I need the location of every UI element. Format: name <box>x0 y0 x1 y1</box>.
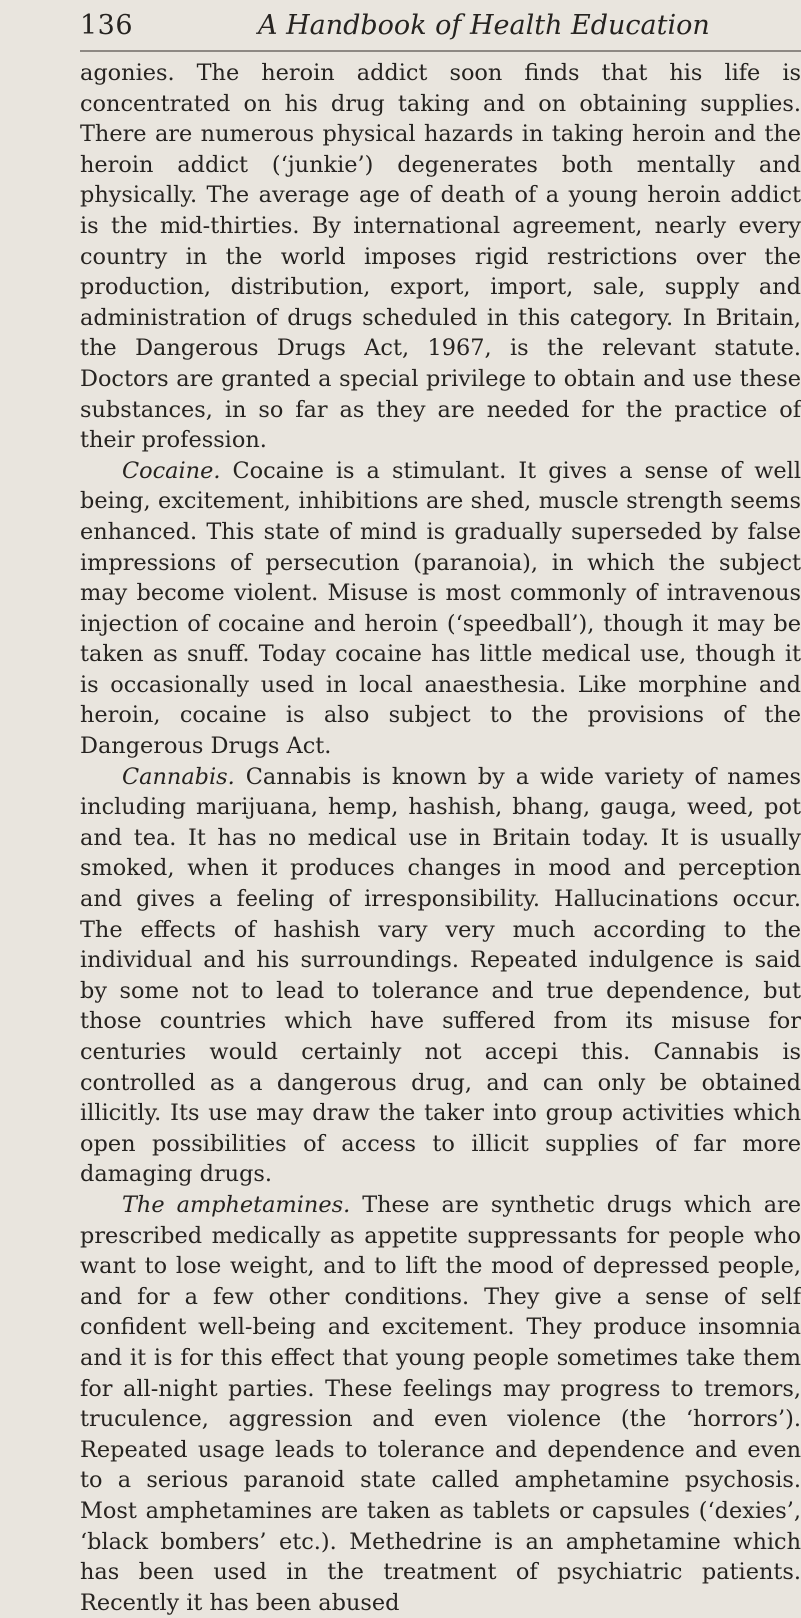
paragraph-text: These are synthetic drugs which are prescribed medically as appetite suppressants for people who want to lose weight, and to lift the mood of depressed people, and for a few other conditions. They give a sense of self confident well-being and excitement. They produce insomnia and it is for this effect that young people sometimes take them for all-night parties. These feelings may progress to tremors, truculence, aggression and even violence (the ‘horrors’). Repeated usage leads to tolerance and dependence and even to a serious paranoid state called amphetamine psychosis. Most amphetamines are taken as tablets or capsules (‘dexies’, ‘black bombers’ etc.). Methedrine is an amphetamine which has been used in the treatment of psychiatric patients. Recently it has been abused <box>80 1191 801 1616</box>
paragraph-cannabis <box>80 762 801 1190</box>
paragraph-heroin <box>80 58 801 456</box>
body-text <box>80 58 801 1618</box>
page-number: 136 <box>80 10 134 41</box>
page-header <box>80 6 801 58</box>
paragraph-heading: Cannabis. <box>122 763 235 790</box>
paragraph-text: Cocaine is a stimulant. It gives a sense of well being, excitement, inhibitions are shed, muscle strength seems enhanced. This state of mind is gradually superseded by false impressions of persecution (paranoia), in which the subject may become violent. Misuse is most commonly of intravenous injection of cocaine and heroin (‘speedball’), though it may be taken as snuff. Today cocaine has little medical use, though it is occasionally used in local anaesthesia. Like morphine and heroin, cocaine is also subject to the provisions of the Dangerous Drugs Act. <box>80 457 801 760</box>
paragraph-heading: The amphetamines. <box>122 1191 351 1218</box>
paragraph-heading: Cocaine. <box>122 457 221 484</box>
paragraph-text: Cannabis is known by a wide variety of names including marijuana, hemp, hashish, bhang, gauga, weed, pot and tea. It has no medical use in Britain today. It is usually smoked, when it produces changes in mood and perception and gives a feeling of irresponsibility. Hallucinations occur. The effects of hashish vary very much according to the individual and his surroundings. Repeated indulgence is said by some not to lead to tolerance and true dependence, but those countries which have suffered from its misuse for centuries would certainly not accepi this. Cannabis is controlled as a dangerous drug, and can only be obtained illicitly. Its use may draw the taker into group activities which open possibilities of access to illicit supplies of far more damaging drugs. <box>80 763 801 1188</box>
header-rule <box>80 50 801 52</box>
running-title: A Handbook of Health Education <box>258 10 710 41</box>
paragraph-cocaine <box>80 456 801 762</box>
paragraph-text: agonies. The heroin addict soon finds that his life is concentrated on his drug taking and on obtaining supplies. There are numerous physical hazards in taking heroin and the heroin addict (‘junkie’) degenerates both mentally and physically. The average age of death of a young heroin addict is the mid-thirties. By international agreement, nearly every country in the world imposes rigid restrictions over the production, distribution, export, import, sale, supply and administration of drugs scheduled in this category. In Britain, the Dangerous Drugs Act, 1967, is the relevant statute. Doctors are granted a special privilege to obtain and use these substances, in so far as they are needed for the practice of their profession. <box>80 60 801 454</box>
paragraph-amphetamines <box>80 1190 801 1618</box>
